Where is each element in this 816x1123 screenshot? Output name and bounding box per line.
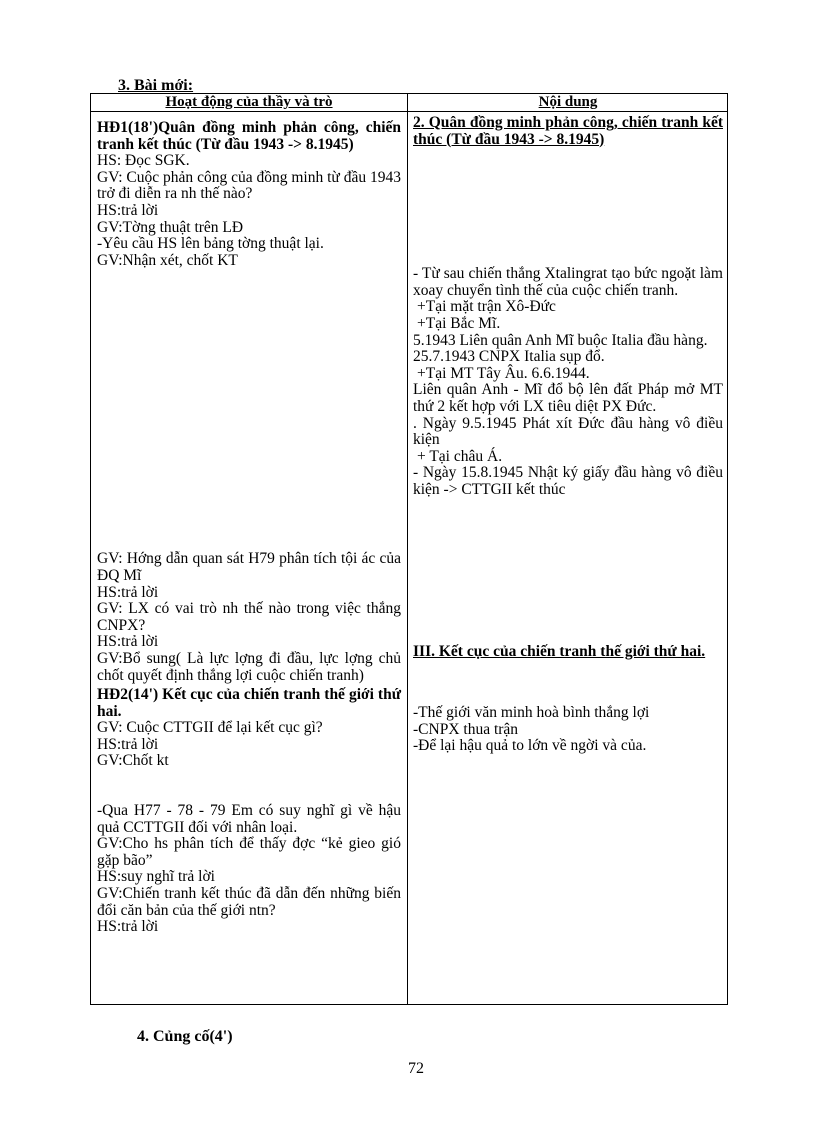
page-number: 72: [408, 1060, 424, 1077]
content-line: - Ngày 15.8.1945 Nhật ký giấy đầu hàng vô điều kiện -> CTTGII kết thúc: [413, 464, 723, 498]
spacer: [97, 770, 401, 803]
activity-line: GV:Bổ sung( Là lực lợng đi đầu, lực lợng chủ chốt quyết định thắng lợi cuộc chiến tranh): [97, 649, 401, 684]
consolidation-heading: 4. Củng cố(4'): [137, 1028, 233, 1045]
section-3-title: III. Kết cục của chiến tranh thế giới thứ hai.: [413, 642, 706, 660]
activity-2-title: HĐ2(14') Kết cục của chiến tranh thế giới thứ hai.: [97, 686, 401, 720]
activity-line: HS:trả lời: [97, 583, 159, 601]
spacer: [413, 148, 723, 266]
lesson-table: [90, 93, 728, 1005]
content-line: Liên quân Anh - Mĩ đổ bộ lên đất Pháp mở MT thứ 2 kết hợp với LX tiêu diệt PX Đức.: [413, 381, 723, 415]
content-line: 5.1943 Liên quân Anh Mĩ buộc Italia đầu hàng.: [413, 331, 708, 349]
activity-line: GV:Tờng thuật trên LĐ: [97, 218, 244, 236]
content-line: +Tại mặt trận Xô-Đức: [417, 298, 556, 316]
activity-line: HS:suy nghĩ trả lời: [97, 868, 215, 886]
spacer: [413, 499, 723, 644]
activity-line: HS:trả lời: [97, 918, 159, 936]
content-line: +Tại MT Tây Âu. 6.6.1944.: [417, 364, 590, 382]
content-column: [413, 115, 723, 755]
header-content: Nội dung: [538, 94, 598, 110]
activity-line: GV:Chiến tranh kết thúc đã dẫn đến những biến đổi căn bản của thế giới ntn?: [97, 885, 401, 919]
activity-line: HS:trả lời: [97, 633, 159, 651]
activity-line: -Qua H77 - 78 - 79 Em có suy nghĩ gì về hậu quả CCTTGII đối với nhân loại.: [97, 802, 401, 836]
content-line: -CNPX thua trận: [413, 720, 519, 738]
content-line: -Để lại hậu quả to lớn về ngời và của.: [413, 737, 647, 755]
spacer: [97, 269, 401, 551]
activity-line: GV: LX có vai trò nh thế nào trong việc thắng CNPX?: [97, 600, 401, 634]
activities-column: [97, 120, 401, 936]
column-divider: [407, 94, 408, 1004]
activity-line: GV:Cho hs phân tích để thấy đợc “kẻ gieo gió gặp bão”: [97, 835, 401, 869]
section-heading: 3. Bài mới:: [118, 77, 194, 94]
content-line: 25.7.1943 CNPX Italia sụp đổ.: [413, 348, 605, 366]
activity-line: GV: Cuộc phản công của đồng minh từ đầu 1943 trở đi diễn ra nh thế nào?: [97, 168, 401, 203]
content-line: + Tại châu Á.: [417, 447, 503, 465]
header-divider: [91, 111, 727, 112]
activity-line: GV:Nhận xét, chốt KT: [97, 251, 238, 269]
activity-line: GV:Chốt kt: [97, 752, 169, 770]
content-line: +Tại Bắc Mĩ.: [417, 314, 501, 332]
activity-line: GV: Cuộc CTTGII để lại kết cục gì?: [97, 719, 323, 737]
activity-1-title: HĐ1(18')Quân đồng minh phản công, chiến tranh kết thúc (Từ đầu 1943 -> 8.1945): [97, 119, 401, 153]
spacer: [413, 660, 723, 705]
activity-line: HS:trả lời: [97, 201, 159, 219]
activity-line: -Yêu cầu HS lên bảng tờng thuật lại.: [97, 235, 324, 253]
content-line: . Ngày 9.5.1945 Phát xít Đức đầu hàng vô điều kiện: [413, 414, 723, 449]
section-2-title: 2. Quân đồng minh phản công, chiến tranh kết thúc (Từ đầu 1943 -> 8.1945): [413, 114, 723, 148]
content-line: - Từ sau chiến thắng Xtalingrat tạo bức ngoặt làm xoay chuyển tình thế của cuộc chiến tranh.: [413, 265, 723, 299]
activity-line: HS: Đọc SGK.: [97, 152, 190, 170]
header-teacher-student: Hoạt động của thầy và trò: [165, 94, 333, 110]
activity-line: HS:trả lời: [97, 735, 159, 753]
activity-line: GV: Hớng dẫn quan sát H79 phân tích tội ác của ĐQ Mĩ: [97, 550, 401, 584]
content-line: -Thế giới văn minh hoà bình thắng lợi: [413, 704, 650, 722]
